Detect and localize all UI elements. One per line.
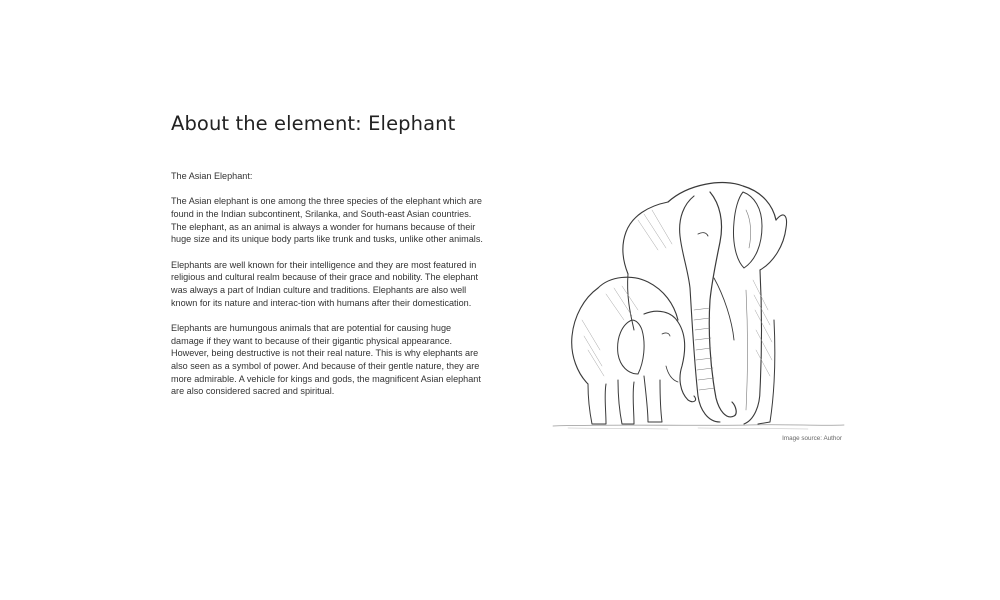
paragraph-2: Elephants are well known for their intelligence and they are most featured in religious and cultural realm because of their grace and nobility. The elephant was always a part of Indian culture and traditions. Elephants are also well known for its nature and interac-tion with humans after their domestication. [171, 259, 479, 308]
article-body [171, 170, 483, 411]
paragraph-1: The Asian elephant is one among the three species of the elephant which are found in the Indian subcontinent, Srilanka, and South-east Asian countries. The elephant, as an animal is always a wonder for humans because of their huge size and its unique body parts like trunk and tusks, unlike other animals. [171, 196, 483, 245]
paragraph-3: Elephants are humungous animals that are potential for causing huge damage if they want to because of their gigantic physical appearance. However, being destructive is not their real nature. This is why elephants are also seen as a symbol of power. And because of their gentle nature, they are more admirable. A vehicle for kings and gods, the magnificent Asian elephant are also considered sacred and spiritual. [171, 322, 481, 397]
image-caption: Image source: Author [782, 435, 842, 442]
subheading: The Asian Elephant: [171, 171, 253, 181]
page-title: About the element: Elephant [171, 112, 456, 135]
elephant-sketch-image [548, 170, 848, 432]
